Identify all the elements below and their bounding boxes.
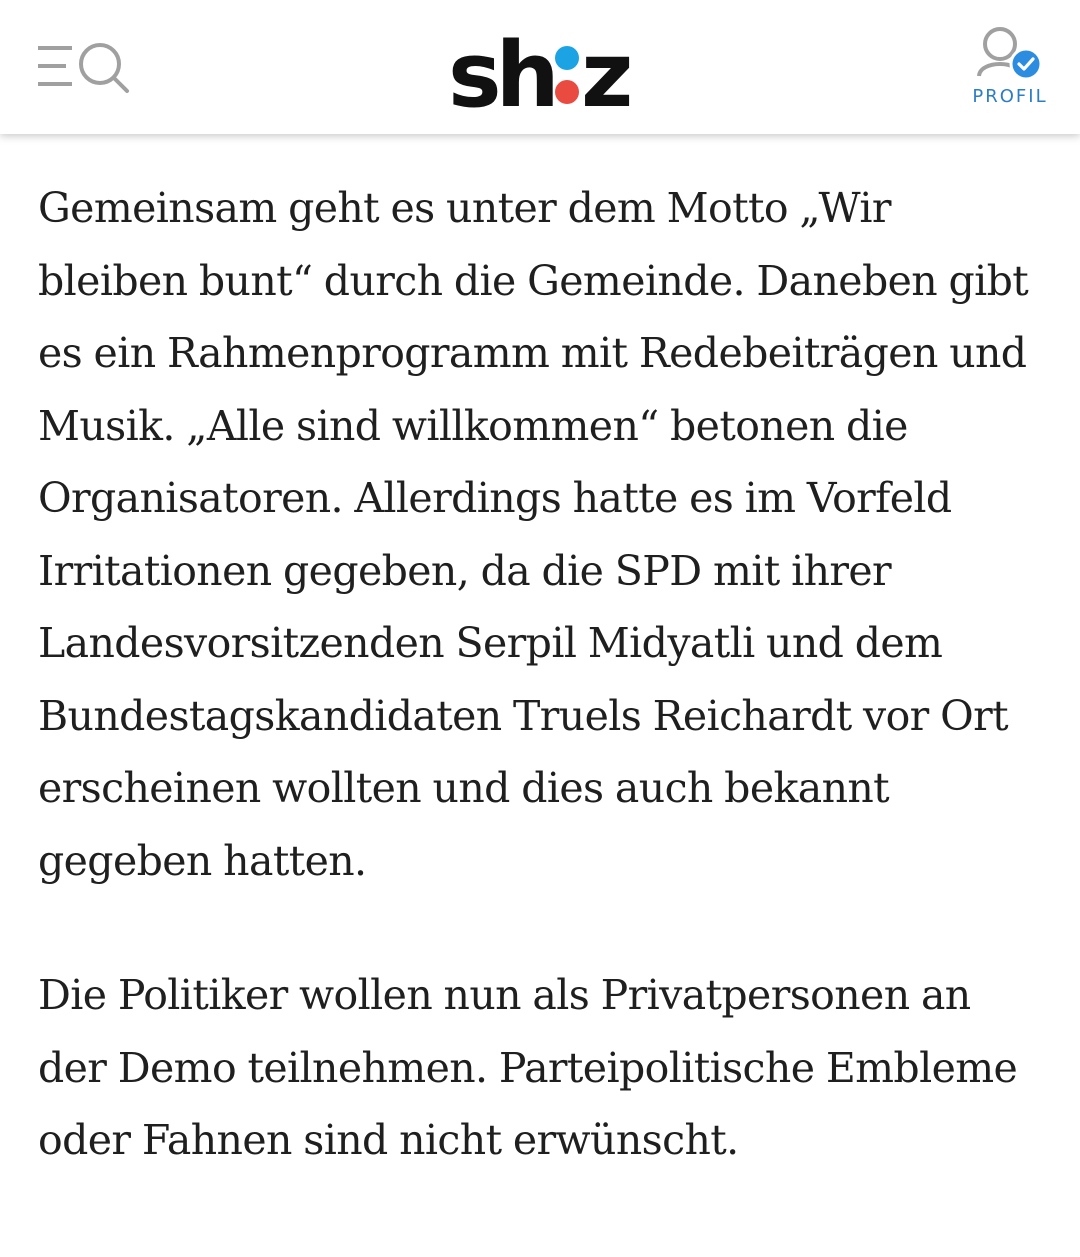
top-bar [0, 0, 1080, 134]
article-paragraph: Gemeinsam geht es unter dem Motto „Wir bleiben bunt“ durch die Gemeinde. Daneben gibt es ein Rahmenprogramm mit Redebeiträgen und Musik. „Alle sind willkommen“ betonen die Organisatoren. Allerdings hatte es im Vorfeld Irritationen gegeben, da die SPD mit ihrer Landesvorsitzenden Serpil Midyatli und dem Bundestagskandidaten Truels Reichardt vor Ort erscheinen wollten und dies auch bekannt gegeben hatten. [38, 184, 1029, 885]
logo-dot-red [555, 80, 579, 104]
hamburger-icon [38, 48, 72, 84]
user-icon [966, 24, 1056, 84]
profile-label: PROFIL [972, 86, 1048, 107]
verified-check-icon [1011, 49, 1041, 79]
menu-search-icon [36, 40, 132, 96]
brand-logo[interactable] [448, 22, 632, 112]
article-body [38, 172, 1048, 1177]
profile-button[interactable] [966, 24, 1056, 114]
article-paragraph: Die Politiker wollen nun als Privatpersonen an der Demo teilnehmen. Parteipolitische Embleme oder Fahnen sind nicht erwünscht. [38, 971, 1018, 1164]
menu-search-button[interactable] [36, 40, 132, 96]
logo-text-left: sh [448, 23, 554, 112]
logo-text-right: z [581, 23, 632, 112]
logo-dot-blue [555, 46, 579, 70]
search-icon [81, 45, 127, 91]
